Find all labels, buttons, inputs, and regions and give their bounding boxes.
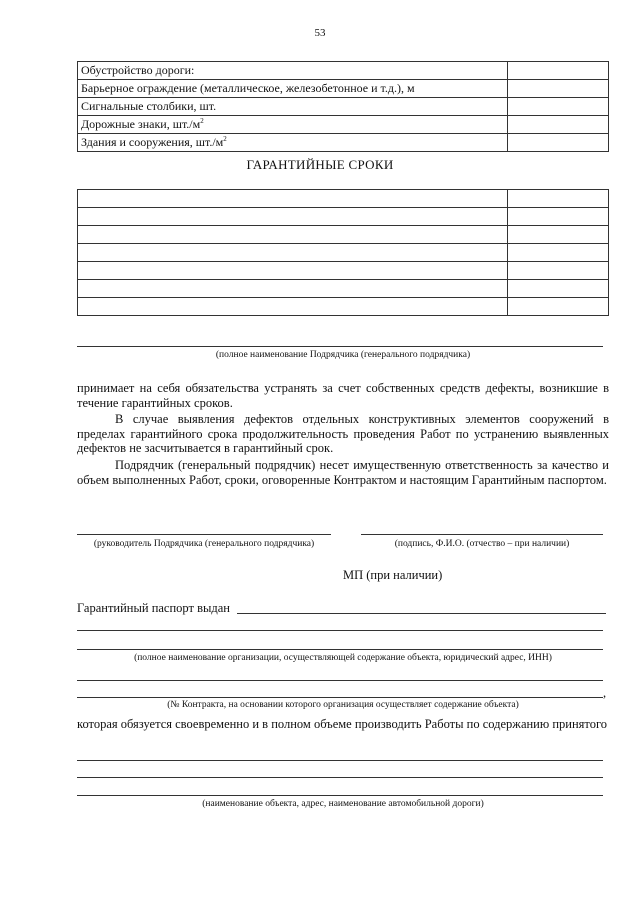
table-cell-label: Сигнальные столбики, шт. [78, 98, 508, 116]
issued-label: Гарантийный паспорт выдан [77, 601, 230, 615]
page-number: 53 [314, 27, 326, 39]
contract-caption: (№ Контракта, на основании которого организация осуществляет содержание объекта) [167, 700, 519, 710]
table-cell-label [78, 262, 508, 280]
table-cell-value [508, 298, 609, 316]
table-cell-label [78, 190, 508, 208]
table-cell-value [508, 226, 609, 244]
signature-caption: (подпись, Ф.И.О. (отчество – при наличии) [394, 539, 570, 549]
table-cell-label [78, 208, 508, 226]
organization-line[interactable] [77, 680, 603, 681]
trailing-comma: , [603, 686, 607, 700]
signature-name-line[interactable] [361, 534, 603, 535]
paragraph-defects: В случае выявления дефектов отдельных конструктивных элементов сооружений в пределах гарантийного срока продолжительность проведения Работ по устранению выявленных дефектов не засчитывается в гарантийный срок. [77, 412, 609, 455]
superscript: 2 [200, 117, 204, 125]
object-line-1[interactable] [77, 760, 603, 761]
table-row [78, 262, 609, 280]
contract-number-line[interactable] [77, 697, 603, 698]
table-row [78, 80, 609, 98]
object-caption: (наименование объекта, адрес, наименование автомобильной дороги) [202, 799, 484, 809]
table-cell-value [508, 190, 609, 208]
table-cell-value [508, 208, 609, 226]
paragraph-liability: Подрядчик (генеральный подрядчик) несет имущественную ответственность за качество и объем выполненных Работ, сроки, оговоренные Контрактом и настоящим Гарантийным паспортом. [77, 458, 609, 487]
table-cell-label [78, 244, 508, 262]
table-row [78, 226, 609, 244]
head-caption: (руководитель Подрядчика (генерального подрядчика) [93, 539, 315, 549]
paragraph-obligations: принимает на себя обязательства устранять за счет собственных средств дефекты, возникшие в течение гарантийных сроков. [77, 381, 609, 410]
table-cell-value [508, 80, 609, 98]
warranty-title: ГАРАНТИЙНЫЕ СРОКИ [246, 157, 394, 172]
table-row [78, 208, 609, 226]
table-row [78, 190, 609, 208]
road-equipment-table [77, 61, 609, 152]
table-row [78, 134, 609, 152]
table-cell-value [508, 280, 609, 298]
contractor-name-line[interactable] [77, 346, 603, 347]
table-cell-label: Здания и сооружения, $шт./м^2$ [78, 134, 508, 152]
table-cell-value [508, 116, 609, 134]
table-cell-label [78, 280, 508, 298]
table-cell-value [508, 244, 609, 262]
head-signature-line[interactable] [77, 534, 331, 535]
object-line-3[interactable] [77, 795, 603, 796]
table-cell-label: Барьерное ограждение (металлическое, железобетонное и т.д.), м [78, 80, 508, 98]
table-cell-label: Дорожные знаки, $шт./м^2$ [78, 116, 508, 134]
table-row [78, 62, 609, 80]
table-cell-value [508, 98, 609, 116]
table-cell-label [78, 298, 508, 316]
issued-to-line-3[interactable] [77, 649, 603, 650]
table-cell-value [508, 62, 609, 80]
superscript: 2 [223, 135, 227, 143]
table-row [78, 98, 609, 116]
table-row [78, 116, 609, 134]
organization-caption: (полное наименование организации, осуществляющей содержание объекта, юридический адрес, ИНН) [134, 653, 552, 663]
issued-to-line[interactable] [237, 613, 606, 614]
table-row [78, 298, 609, 316]
issued-to-line-2[interactable] [77, 630, 603, 631]
warranty-table [77, 189, 609, 316]
table-cell-label [78, 226, 508, 244]
contractor-caption: (полное наименование Подрядчика (генерального подрядчика) [215, 350, 471, 360]
table-cell-value [508, 262, 609, 280]
table-row [78, 244, 609, 262]
object-line-2[interactable] [77, 777, 603, 778]
table-cell-value [508, 134, 609, 152]
table-row [78, 280, 609, 298]
stamp-label: МП (при наличии) [343, 568, 443, 582]
table-cell-label: Обустройство дороги: [78, 62, 508, 80]
paragraph-maintenance: которая обязуется своевременно и в полном объеме производить Работы по содержанию принятого [77, 717, 608, 731]
